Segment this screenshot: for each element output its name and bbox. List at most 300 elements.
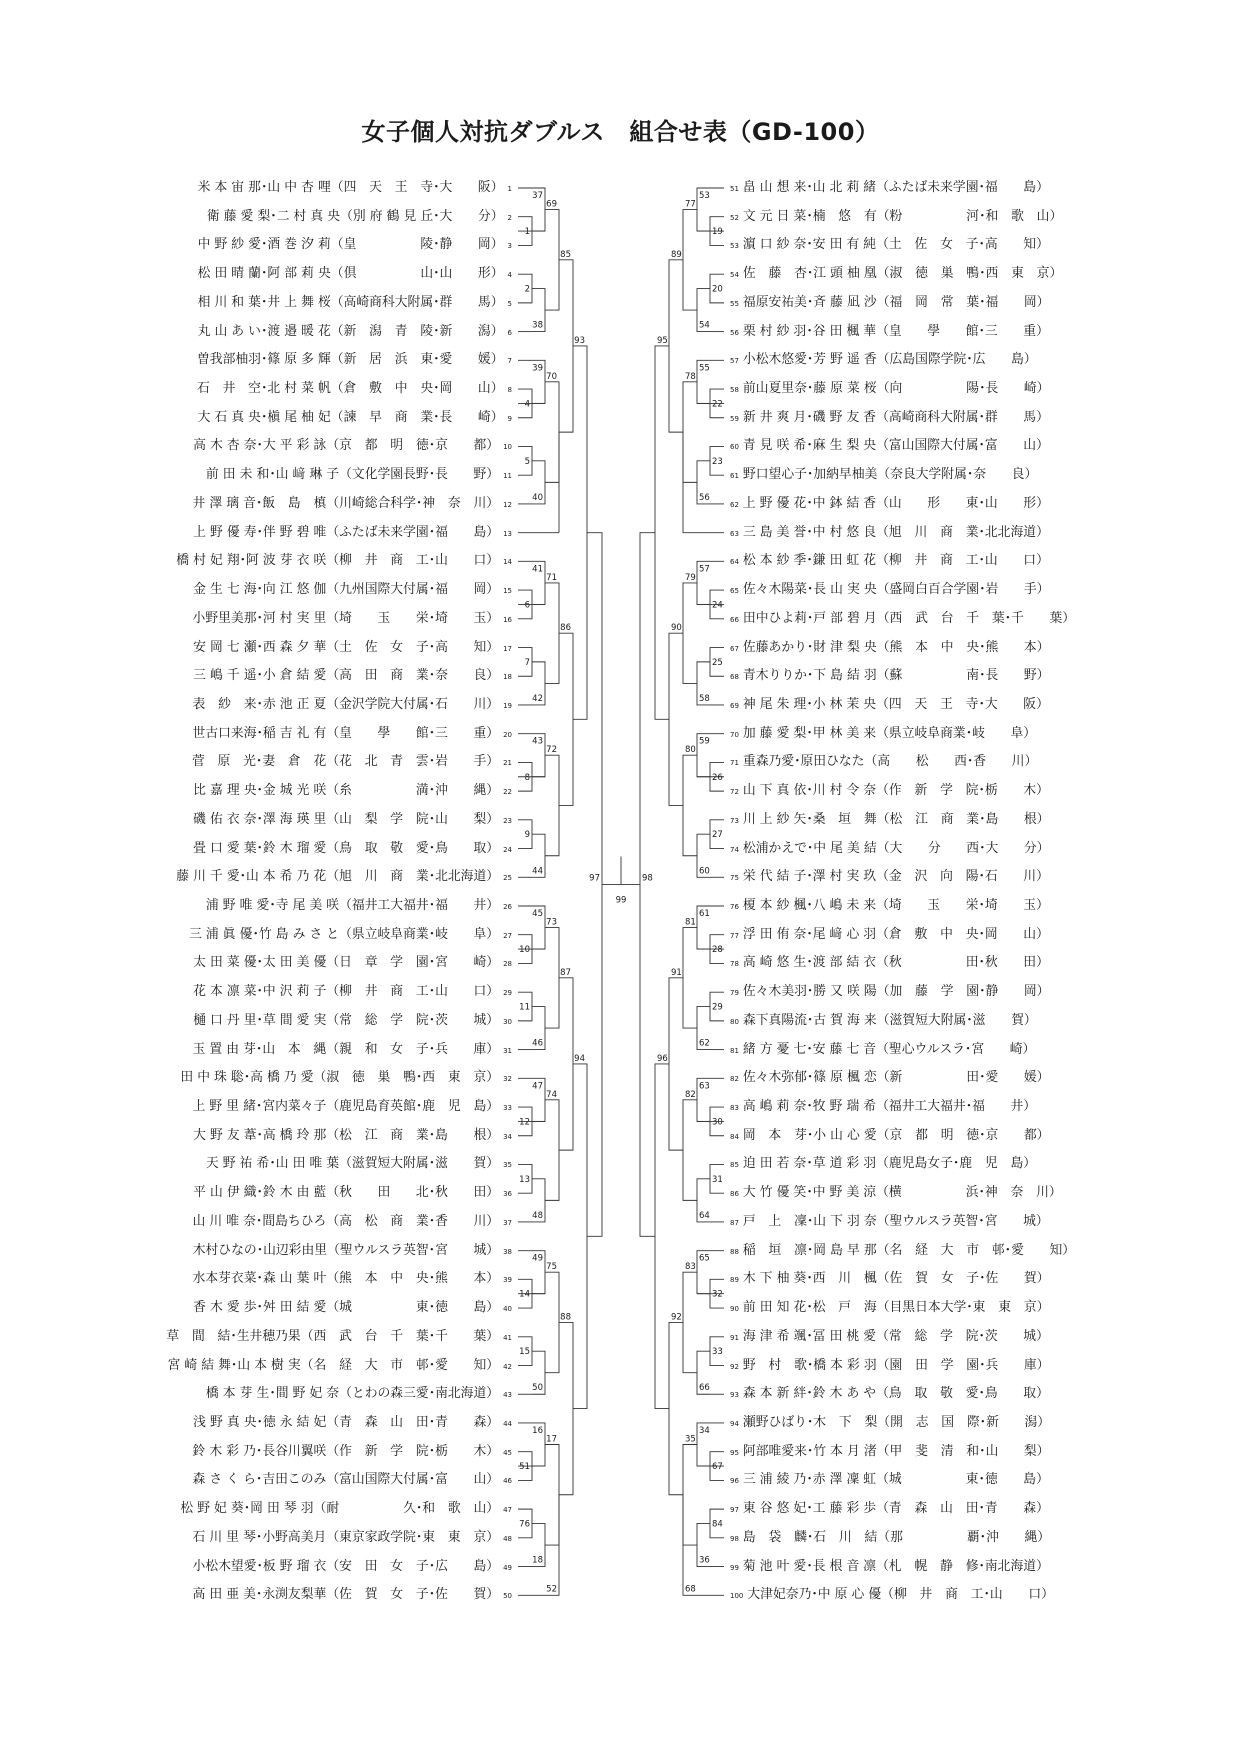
entry-number: 100 (730, 1592, 744, 1601)
paren-open: （ (876, 869, 889, 885)
paren-close: ） (486, 1070, 500, 1086)
entry-school: 山 形 東･山 形 (888, 495, 1037, 511)
round-number: 65 (699, 1253, 710, 1264)
paren-open: （ (326, 1300, 340, 1316)
entry-number: 72 (730, 788, 739, 797)
entry-players: 青 見 咲 希･麻 生 梨 央 (742, 438, 877, 454)
entry-school: 名 経 大 市 邨･愛 知 (889, 1242, 1063, 1258)
entry-school: 滋賀短大附属･滋 賀 (351, 1156, 487, 1172)
paren-open: （ (876, 696, 889, 712)
paren-close: ） (1049, 266, 1063, 282)
paren-close: ） (486, 1271, 500, 1287)
paren-open: （ (326, 1414, 340, 1430)
entry-players: 天 野 祐 希･山 田 唯 葉 (205, 1156, 340, 1172)
bracket-line (683, 928, 697, 1029)
paren-open: （ (876, 352, 890, 368)
paren-open: （ (326, 1558, 340, 1574)
paren-close: ） (486, 1213, 500, 1229)
entry-number: 31 (503, 1046, 512, 1055)
paren-open: （ (876, 955, 889, 971)
round-number: 91 (671, 967, 682, 978)
entry-players: 阿部唯愛来･竹 本 月 渚 (742, 1443, 877, 1459)
entry-school: 京 都 明 徳･京 都 (339, 438, 487, 454)
entry-players: 高 崎 悠 生･渡 部 結 衣 (742, 955, 877, 971)
entry-players: 三 浦 眞 優･竹 島 み さ と (189, 926, 340, 942)
entry-school: 名 経 大 市 邨･愛 知 (313, 1357, 487, 1373)
paren-close: ） (486, 1386, 500, 1402)
paren-close: ） (1036, 926, 1049, 942)
round-number: 59 (699, 736, 710, 747)
paren-close: ） (486, 610, 500, 626)
entry-school: 熊 本 中 央･熊 本 (339, 1271, 487, 1287)
entry-players: 山 川 唯 奈･間島ちひろ (192, 1213, 327, 1229)
entry-number: 46 (503, 1477, 512, 1486)
entry-number: 68 (730, 673, 739, 682)
paren-close: ） (486, 1501, 500, 1517)
paren-open: （ (326, 610, 340, 626)
entry-school: 蘇 南･長 野 (889, 668, 1037, 684)
entry-players: 井 澤 璃 音･飯 島 槙 (192, 495, 327, 511)
paren-open: （ (326, 1012, 340, 1028)
round-number: 41 (532, 564, 543, 575)
entry-school: 新 潟 青 陵･新 潟 (343, 323, 491, 339)
entry-number: 43 (503, 1391, 512, 1400)
round-number: 58 (699, 693, 710, 704)
entry-players: 文 元 日 菜･楠 悠 有 (742, 208, 877, 224)
paren-close: ） (1036, 639, 1050, 655)
round-number: 78 (685, 371, 696, 382)
paren-close: ） (1036, 783, 1049, 799)
entry-school: 柳 井 商 工･山 口 (339, 553, 487, 569)
entry-school: ふたば未来学園･福 島 (339, 524, 487, 540)
paren-open: （ (330, 237, 344, 253)
entry-players: 榎 本 紗 楓･八 嶋 未 来 (742, 898, 877, 913)
entry-number: 78 (730, 960, 739, 969)
paren-open: （ (326, 639, 340, 655)
paren-open: （ (330, 180, 344, 195)
entry-number: 39 (503, 1276, 512, 1285)
paren-close: ） (1062, 1242, 1076, 1258)
paren-close: ） (1036, 438, 1049, 454)
entry-players: 相 川 和 葉･井 上 舞 桜 (197, 294, 331, 310)
paren-open: （ (327, 1242, 340, 1258)
entry-players: 佐藤あかり･財 津 梨 央 (742, 639, 877, 655)
entry-school: 甲 斐 清 和･山 梨 (889, 1443, 1037, 1459)
paren-open: （ (330, 381, 344, 397)
round-number: 56 (699, 492, 710, 503)
paren-open: （ (340, 208, 353, 224)
round-number: 46 (532, 1038, 543, 1049)
entry-school: 加 藤 学 園･静 岡 (889, 984, 1037, 1000)
paren-open: （ (339, 1156, 352, 1172)
round-number: 5 (524, 456, 530, 467)
round-number: 1 (524, 227, 530, 238)
entry-players: 福原安祐美･斉 藤 凪 沙 (742, 294, 877, 310)
round-number: 37 (532, 191, 543, 201)
entry-number: 13 (503, 529, 512, 538)
entry-players: 木村ひなの･山辺彩由里 (192, 1242, 328, 1258)
bracket-line (545, 1272, 559, 1373)
entry-players: 大津妃奈乃･中 原 心 優 (747, 1587, 882, 1603)
paren-open: （ (326, 1529, 340, 1545)
entry-players: 木 下 柚 葵･西 川 楓 (742, 1271, 877, 1287)
entry-number: 23 (503, 816, 512, 825)
entry-players: 加 藤 愛 梨･甲 林 美 来 (742, 725, 877, 741)
entry-number: 18 (503, 673, 512, 682)
paren-close: ） (1036, 1501, 1049, 1517)
entry-number: 50 (503, 1592, 512, 1601)
round-number: 51 (519, 1462, 530, 1473)
round-number: 18 (532, 1555, 543, 1566)
page-title: 女子個人対抗ダブルス 組合せ表（GD-100） (361, 118, 880, 146)
round-number: 28 (712, 945, 723, 956)
entry-number: 59 (730, 414, 739, 423)
entry-players: 前 田 未 和･山 﨑 琳 子 (205, 467, 340, 483)
entry-number: 35 (503, 1161, 512, 1170)
entry-school: 皇 陵･静 岡 (343, 237, 491, 253)
entry-players: 太 田 菜 優･太 田 美 優 (193, 955, 327, 971)
round-number: 48 (532, 1210, 543, 1221)
paren-open: （ (326, 553, 340, 569)
paren-open: （ (876, 1012, 890, 1028)
entry-number: 32 (503, 1075, 512, 1084)
entry-school: 常 総 学 院･茨 城 (339, 1012, 487, 1028)
round-number: 40 (532, 492, 543, 503)
paren-close: ） (490, 409, 504, 425)
paren-open: （ (876, 294, 890, 310)
paren-close: ） (1037, 1529, 1051, 1545)
round-number: 82 (685, 1089, 696, 1100)
paren-open: （ (876, 323, 889, 339)
paren-open: （ (876, 1070, 890, 1086)
entry-number: 10 (503, 443, 512, 452)
entry-players: 岡 本 芽･小 山 心 愛 (742, 1127, 877, 1143)
round-number: 35 (685, 1434, 696, 1445)
paren-open: （ (876, 1443, 890, 1459)
paren-open: （ (876, 180, 889, 195)
paren-open: （ (326, 1472, 340, 1488)
paren-close: ） (486, 639, 500, 655)
paren-close: ） (486, 1443, 500, 1459)
entry-number: 51 (730, 185, 739, 193)
round-number: 52 (546, 1584, 557, 1595)
paren-close: ） (1037, 1414, 1051, 1430)
paren-close: ） (1036, 409, 1049, 425)
round-number: 85 (560, 249, 571, 260)
paren-close: ） (486, 696, 500, 712)
entry-players: 高 田 亜 美･永渕友梨華 (192, 1587, 327, 1603)
paren-open: （ (876, 495, 889, 511)
round-number: 19 (712, 227, 723, 238)
entry-school: 東京家政学院･東 東 京 (339, 1529, 487, 1545)
round-number: 71 (546, 572, 557, 583)
paren-open: （ (876, 1213, 890, 1229)
entry-number: 33 (503, 1104, 512, 1113)
entry-number: 66 (730, 615, 739, 624)
entry-number: 60 (730, 443, 739, 452)
entry-school: 柳 井 商 工･山 口 (888, 553, 1037, 569)
paren-close: ） (1049, 208, 1063, 224)
bracket-line (587, 533, 602, 1237)
entry-number: 44 (503, 1419, 512, 1428)
entry-players: 新 井 爽 月･磯 野 友 香 (742, 409, 877, 425)
entry-school: 作 新 学 院･栃 木 (339, 1443, 487, 1459)
entry-number: 79 (730, 989, 739, 998)
entry-number: 90 (730, 1305, 739, 1314)
entry-school: 目黒日本大学･東 東 京 (889, 1300, 1037, 1316)
entry-players: 高 木 杏 奈･大 平 彩 詠 (193, 438, 327, 454)
entry-school: 松 江 商 業･島 根 (889, 811, 1037, 827)
entry-school: 淑 徳 巣 鴨･西 東 京 (326, 1070, 487, 1086)
entry-players: 香 木 愛 歩･舛 田 結 愛 (193, 1300, 327, 1316)
entry-school: 富山国際大付属･富 山 (888, 438, 1037, 454)
entry-number: 20 (503, 730, 512, 739)
round-number: 95 (657, 335, 668, 346)
round-number: 31 (712, 1174, 723, 1185)
entry-school: 佐 賀 女 子･佐 賀 (339, 1587, 487, 1603)
round-number: 80 (685, 745, 696, 756)
entry-school: 新 田･愛 媛 (889, 1070, 1037, 1086)
round-number: 66 (699, 1383, 710, 1394)
paren-close: ） (486, 811, 500, 827)
entry-school: 川崎総合科学･神 奈 川 (339, 495, 487, 511)
entry-players: 前山夏里奈･藤 原 菜 桜 (742, 381, 877, 397)
entry-players: 海 津 希 颯･冨 田 桃 愛 (742, 1328, 877, 1344)
paren-open: （ (326, 725, 340, 741)
entry-school: 高崎商科大附属･群 馬 (343, 294, 491, 310)
round-number: 89 (671, 249, 682, 260)
round-number: 55 (699, 363, 710, 374)
entry-number: 1 (507, 185, 512, 193)
entry-number: 40 (503, 1305, 512, 1314)
entry-players: 宮 崎 結 舞･山 本 樹 実 (167, 1357, 301, 1373)
round-number: 97 (589, 873, 600, 884)
round-number: 22 (712, 399, 723, 410)
round-number: 73 (546, 917, 557, 928)
round-number: 87 (560, 967, 571, 978)
entry-players: 島 袋 麟･石 川 結 (742, 1529, 878, 1545)
bracket-line (683, 210, 697, 311)
paren-close: ） (486, 955, 500, 971)
entry-number: 83 (730, 1104, 739, 1113)
paren-open: （ (326, 1213, 340, 1229)
round-number: 8 (524, 772, 530, 783)
entry-school: 大 分 西･大 分 (889, 840, 1037, 856)
paren-close: ） (1036, 869, 1049, 885)
entry-number: 9 (507, 414, 512, 423)
paren-close: ） (486, 754, 500, 770)
paren-open: （ (876, 898, 889, 913)
paren-close: ） (490, 208, 504, 224)
entry-players: 安 岡 七 瀬･西 森 夕 華 (193, 639, 327, 655)
paren-open: （ (326, 869, 340, 885)
entry-number: 93 (730, 1391, 739, 1400)
bracket-line (573, 346, 587, 719)
entry-players: 田中ひよ莉･戸 部 碧 月 (742, 610, 877, 626)
round-number: 10 (519, 945, 530, 956)
entry-school: 松 江 商 業･島 根 (339, 1127, 487, 1143)
entry-players: 重森乃愛･原田ひなた (742, 754, 865, 770)
round-number: 16 (532, 1425, 543, 1436)
entry-number: 28 (503, 960, 512, 969)
paren-open: （ (876, 1386, 889, 1402)
paren-close: ） (486, 467, 500, 483)
bracket-line (559, 260, 573, 432)
entry-players: 上 野 優 花･中 鉢 結 香 (742, 495, 877, 511)
bracket-line (545, 382, 559, 483)
paren-close: ） (486, 869, 500, 885)
entry-school: 土 佐 女 子･高 知 (888, 237, 1037, 253)
entry-players: 神 尾 朱 理･小 林 茉 央 (742, 696, 877, 712)
paren-open: （ (876, 668, 890, 684)
entry-school: 淑 徳 巣 鴨･西 東 京 (889, 266, 1050, 282)
paren-close: ） (486, 1300, 500, 1316)
paren-close: ） (486, 582, 500, 598)
paren-close: ） (1024, 467, 1038, 483)
entry-players: 佐々木陽菜･長 山 実 央 (742, 582, 877, 598)
paren-close: ） (486, 524, 500, 540)
paren-close: ） (1036, 495, 1049, 511)
entry-school: 高 田 商 業･奈 良 (339, 668, 487, 684)
round-number: 64 (699, 1210, 710, 1221)
bracket-line (669, 633, 683, 805)
entry-players: 金 生 七 海･向 江 悠 伽 (193, 582, 327, 598)
entry-number: 80 (730, 1017, 739, 1026)
paren-open: （ (876, 409, 889, 425)
paren-open: （ (876, 237, 889, 253)
paren-close: ） (1023, 1156, 1037, 1172)
paren-close: ） (1023, 1099, 1037, 1115)
entry-number: 38 (503, 1247, 512, 1256)
paren-open: （ (326, 840, 340, 856)
entry-players: 佐 藤 杏･江 頭 柚 凰 (742, 266, 877, 282)
round-number: 25 (712, 657, 723, 668)
paren-open: （ (876, 1156, 889, 1172)
entry-players: 大 野 友 葦･高 橋 玲 那 (193, 1127, 327, 1143)
paren-open: （ (877, 1529, 891, 1545)
entry-number: 87 (730, 1218, 739, 1227)
round-number: 62 (699, 1038, 710, 1049)
paren-open: （ (876, 266, 890, 282)
entry-players: 比 嘉 理 央･金 城 光 咲 (193, 783, 327, 799)
entry-players: 菊 池 叶 愛･長 根 音 凛 (742, 1558, 877, 1574)
entry-school: 鹿児島育英館･鹿 児 島 (339, 1099, 487, 1115)
paren-open: （ (326, 1099, 340, 1115)
entry-number: 21 (503, 759, 512, 768)
paren-open: （ (313, 1501, 327, 1517)
entry-number: 88 (730, 1247, 739, 1256)
paren-close: ） (1022, 1041, 1036, 1057)
round-number: 90 (671, 623, 682, 634)
paren-close: ） (1036, 1357, 1050, 1373)
paren-close: ） (1024, 754, 1038, 770)
entry-number: 70 (730, 730, 739, 739)
paren-close: ） (1036, 1070, 1050, 1086)
paren-open: （ (326, 783, 340, 799)
paren-open: （ (876, 381, 890, 397)
round-number: 42 (532, 693, 543, 704)
paren-close: ） (486, 725, 500, 741)
entry-players: 藤 川 千 愛･山 本 希 乃 花 (176, 869, 327, 885)
bracket-line (573, 1064, 587, 1409)
entry-school: 九州国際大付属･福 岡 (339, 582, 487, 598)
paren-open: （ (326, 524, 340, 540)
round-number: 47 (532, 1081, 543, 1092)
entry-players: 小松木望愛･板 野 瑠 衣 (192, 1558, 327, 1574)
entry-number: 16 (503, 615, 512, 624)
entry-number: 17 (503, 644, 512, 653)
entry-players: 高 嶋 莉 奈･牧 野 瑞 希 (742, 1099, 877, 1115)
entry-players: 中 野 紗 愛･酒 巻 汐 莉 (197, 237, 331, 253)
entry-school: 倉 敷 中 央･岡 山 (888, 926, 1037, 942)
round-number: 86 (560, 623, 571, 634)
paren-open: （ (326, 955, 340, 971)
paren-close: ） (1036, 1271, 1050, 1287)
entry-number: 61 (730, 472, 739, 481)
entry-players: 丸 山 あ い･渡 邉 暖 花 (197, 323, 331, 339)
paren-open: （ (326, 1271, 340, 1287)
entry-school: 西 武 台 千 葉･千 葉 (313, 1328, 487, 1344)
paren-open: （ (330, 352, 344, 368)
entry-players: 樋 口 丹 里･草 間 愛 実 (193, 1012, 327, 1028)
round-number: 83 (685, 1262, 696, 1273)
entry-players: 三 島 美 誉･中 村 悠 良 (742, 524, 877, 540)
entry-school: 埼 玉 栄･埼 玉 (888, 898, 1037, 913)
round-number: 20 (712, 284, 723, 295)
paren-open: （ (876, 984, 890, 1000)
paren-close: ） (1048, 1185, 1062, 1201)
paren-close: ） (486, 1099, 500, 1115)
entry-number: 15 (503, 587, 512, 596)
entry-number: 42 (503, 1362, 512, 1371)
entry-school: 倉 敷 中 央･岡 山 (343, 381, 491, 397)
round-number: 75 (546, 1262, 557, 1273)
paren-close: ） (1036, 180, 1049, 195)
bracket-line (683, 1100, 697, 1201)
entry-school: 福 岡 常 葉･福 岡 (889, 294, 1037, 310)
round-number: 79 (685, 572, 696, 583)
bracket-line (669, 260, 683, 432)
entry-players: 菅 原 光･妻 倉 花 (191, 754, 327, 770)
paren-open: （ (326, 1443, 340, 1459)
entry-number: 57 (730, 357, 739, 366)
entry-players: 橋 村 妃 翔･阿 波 芽 衣 咲 (176, 553, 327, 569)
paren-open: （ (876, 840, 890, 856)
round-number: 7 (524, 657, 530, 668)
entry-players: 石 井 空･北 村 菜 帆 (196, 381, 331, 397)
entry-players: 鈴 木 彩 乃･長谷川翼咲 (192, 1443, 327, 1459)
paren-close: ） (1036, 553, 1049, 569)
entry-players: 青木りりか･下 島 結 羽 (742, 668, 877, 684)
entry-number: 22 (503, 788, 512, 797)
entry-number: 89 (730, 1276, 739, 1285)
entry-number: 92 (730, 1362, 739, 1371)
bracket-line (683, 1445, 697, 1546)
entry-players: 森 さ く ら･吉田このみ (192, 1472, 327, 1488)
paren-open: （ (877, 1414, 891, 1430)
round-number: 39 (532, 363, 543, 374)
entry-players: 浮 田 侑 奈･尾 﨑 心 羽 (742, 926, 877, 942)
entry-players: 栗 村 紗 羽･谷 田 楓 華 (742, 323, 877, 339)
paren-close: ） (486, 1328, 500, 1344)
entry-players: 小松木悠愛･芳 野 遥 香 (742, 352, 877, 368)
bracket-line (545, 928, 559, 1029)
entry-number: 19 (503, 701, 512, 710)
paren-close: ） (486, 1242, 500, 1258)
round-number: 94 (574, 1053, 585, 1064)
entry-players: 小野里美那･河 村 実 里 (192, 610, 327, 626)
paren-open: （ (876, 208, 890, 224)
